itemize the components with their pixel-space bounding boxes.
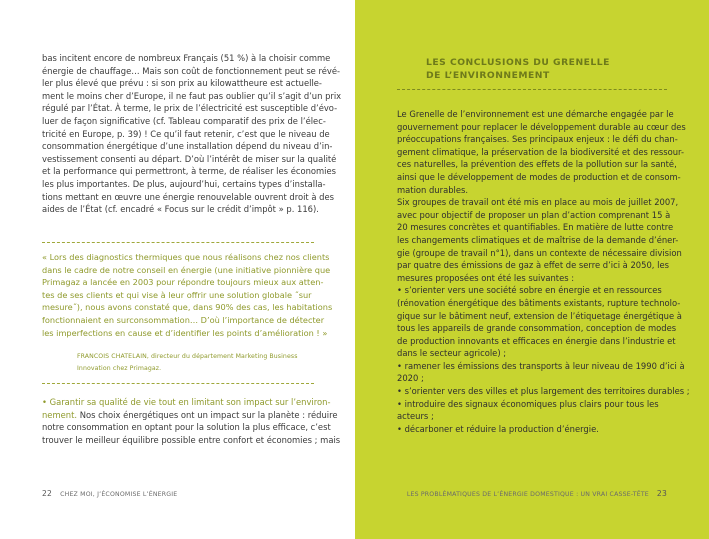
right-body-line: • s’orienter vers des villes et plus largement des territoires durables ; xyxy=(397,386,690,397)
left-body-line: tricité en Europe, p. 39) ! Ce qu’il faut retenir, c’est que le niveau de xyxy=(42,128,330,139)
right-body-line: • ramener les émissions des transports à leur niveau de 1990 d’ici à xyxy=(397,360,685,371)
right-body-line: tous les appareils de grande consommation, conception de modes xyxy=(397,323,677,334)
right-body-line: par quatre des émissions de gaz à effet de serre d’ici à 2050, les xyxy=(397,260,669,271)
quote-top-divider xyxy=(42,242,314,243)
right-body-line: les changements climatiques et de maîtrise de la demande d’éner- xyxy=(397,234,679,245)
left-body-line: ler plus élevé que prévu : si son prix au kilowattheure est actuelle- xyxy=(42,78,322,89)
left-body-line: ment le moins cher d’Europe, il ne faut pas oublier qu’il s’agit d’un prix xyxy=(42,90,342,101)
bullet-highlight-line: • Garantir sa qualité de vie tout en limitant son impact sur l’environ- xyxy=(42,397,331,407)
left-body-line: et la performance qui permettront, à terme, de réaliser les économies xyxy=(42,166,337,177)
right-body-line: mesures proposées ont été les suivantes : xyxy=(397,272,575,283)
right-footer xyxy=(407,489,667,498)
bullet-mixed-line xyxy=(42,409,338,422)
right-body-line: préoccupations françaises. Ses principaux enjeux : le défi du chan- xyxy=(397,134,678,145)
right-body-line: dans le secteur agricole) ; xyxy=(397,348,507,359)
quote-line: mesure˝), nous avons constaté que, dans 90% des cas, les habitations xyxy=(42,302,333,313)
right-body-line: gement climatique, la préservation de la biodiversité et des ressour- xyxy=(397,146,684,157)
left-body-line: régulé par l’État. À terme, le prix de l’électricité est susceptible d’évo- xyxy=(42,103,338,114)
section-heading xyxy=(426,56,646,82)
quote-line: Primagaz a lancée en 2003 pour répondre toujours mieux aux atten- xyxy=(42,277,324,288)
right-body-line: gie (groupe de travail n°1), dans un contexte de nécessaire division xyxy=(397,247,682,258)
left-body-line: consommation énergétique d’une installation dépend du niveau d’in- xyxy=(42,141,333,152)
right-body-line: (rénovation énergétique des bâtiments existants, rupture technolo- xyxy=(397,297,681,308)
right-body-line: ces naturelles, la prévention des effets de la pollution sur la santé, xyxy=(397,159,677,170)
testimonial-quote xyxy=(42,251,333,339)
right-body-line: ainsi que le développement de modes de production et de consom- xyxy=(397,171,681,182)
right-body-line: 20 mesures concrètes et quantifiables. En matière de lutte contre xyxy=(397,222,674,233)
right-body-line: • introduire des signaux économiques plus clairs pour tous les xyxy=(397,398,659,409)
quote-line: fonctionnaient en surconsommation… D’où l’importance de détecter xyxy=(42,314,325,325)
quote-line: tes de ses clients et qui vise à leur offrir une solution globale ˝sur xyxy=(42,289,312,300)
quote-line: dans le cadre de notre conseil en énergie (une initiative pionnière que xyxy=(42,264,331,275)
left-bullet-paragraph xyxy=(42,396,341,446)
bullet-text-line: notre consommation en optant pour la solution la plus efficace, c’est xyxy=(42,422,331,433)
left-body-line: aides de l’État (cf. encadré « Focus sur le crédit d’impôt » p. 116). xyxy=(42,204,319,215)
heading-divider xyxy=(397,89,667,90)
left-page-number: 22 xyxy=(42,489,53,498)
right-body-line: gique sur le bâtiment neuf, extension de l’étiquetage énergétique à xyxy=(397,310,682,321)
right-body-line: 2020 ; xyxy=(397,373,424,384)
right-body-line: avec pour objectif de proposer un plan d’action comprenant 15 à xyxy=(397,209,671,220)
right-body-line: de production innovants et efficaces en énergie dans l’industrie et xyxy=(397,335,676,346)
right-page-number: 23 xyxy=(656,489,667,498)
right-body-line: • décarboner et réduire la production d’énergie. xyxy=(397,423,599,434)
left-running-title: CHEZ MOI, J’ÉCONOMISE L’ÉNERGIE xyxy=(60,491,178,498)
heading-line: DE L’ENVIRONNEMENT xyxy=(426,70,550,81)
right-body-line: Le Grenelle de l’environnement est une démarche engagée par le xyxy=(397,109,674,119)
left-body-paragraph xyxy=(42,52,342,216)
quote-line: les imperfections en cause et d’identifier les points d’amélioration ! » xyxy=(42,327,328,338)
right-running-title: LES PROBLÉMATIQUES DE L’ÉNERGIE DOMESTIQUE : UN VRAI CASSE-TÊTE xyxy=(406,491,649,498)
attribution-line: FRANCOIS CHATELAIN, directeur du département Marketing Business xyxy=(77,353,298,360)
right-body-line: mation durables. xyxy=(397,184,469,195)
right-body-line: gouvernement pour replacer le développement durable au cœur des xyxy=(397,121,686,132)
quote-attribution xyxy=(77,351,317,375)
left-body-line: énergie de chauffage… Mais son coût de fonctionnement peut se révé- xyxy=(42,65,341,76)
heading-line: LES CONCLUSIONS DU GRENELLE xyxy=(426,57,610,68)
right-body-line: acteurs ; xyxy=(397,411,434,422)
bullet-text-line: trouver le meilleur équilibre possible entre confort et économies ; mais xyxy=(42,434,341,445)
left-body-line: luer de façon significative (cf. Tableau comparatif des prix de l’élec- xyxy=(42,115,326,126)
right-body-line: • s’orienter vers une société sobre en énergie et en ressources xyxy=(397,285,662,296)
left-body-line: les plus importantes. De plus, aujourd’hui, certains types d’installa- xyxy=(42,178,326,189)
left-body-line: bas incitent encore de nombreux Français (51 %) à la choisir comme xyxy=(42,53,331,63)
bullet-highlight-end: nement. xyxy=(42,409,78,420)
left-body-line: vestissement consenti au départ. D’où l’intérêt de miser sur la qualité xyxy=(42,153,337,164)
quote-line: « Lors des diagnostics thermiques que nous réalisons chez nos clients xyxy=(42,252,330,262)
attribution-line: Innovation chez Primagaz. xyxy=(77,365,162,373)
right-body-line: Six groupes de travail ont été mis en place au mois de juillet 2007, xyxy=(397,197,679,208)
left-footer xyxy=(42,489,177,498)
left-body-line: tions mettant en œuvre une énergie renouvelable ouvrent droit à des xyxy=(42,191,334,202)
quote-bottom-divider xyxy=(42,383,314,384)
bullet-text-start: Nos choix énergétiques ont un impact sur la planète : réduire xyxy=(77,409,338,420)
right-body-text xyxy=(397,108,690,435)
